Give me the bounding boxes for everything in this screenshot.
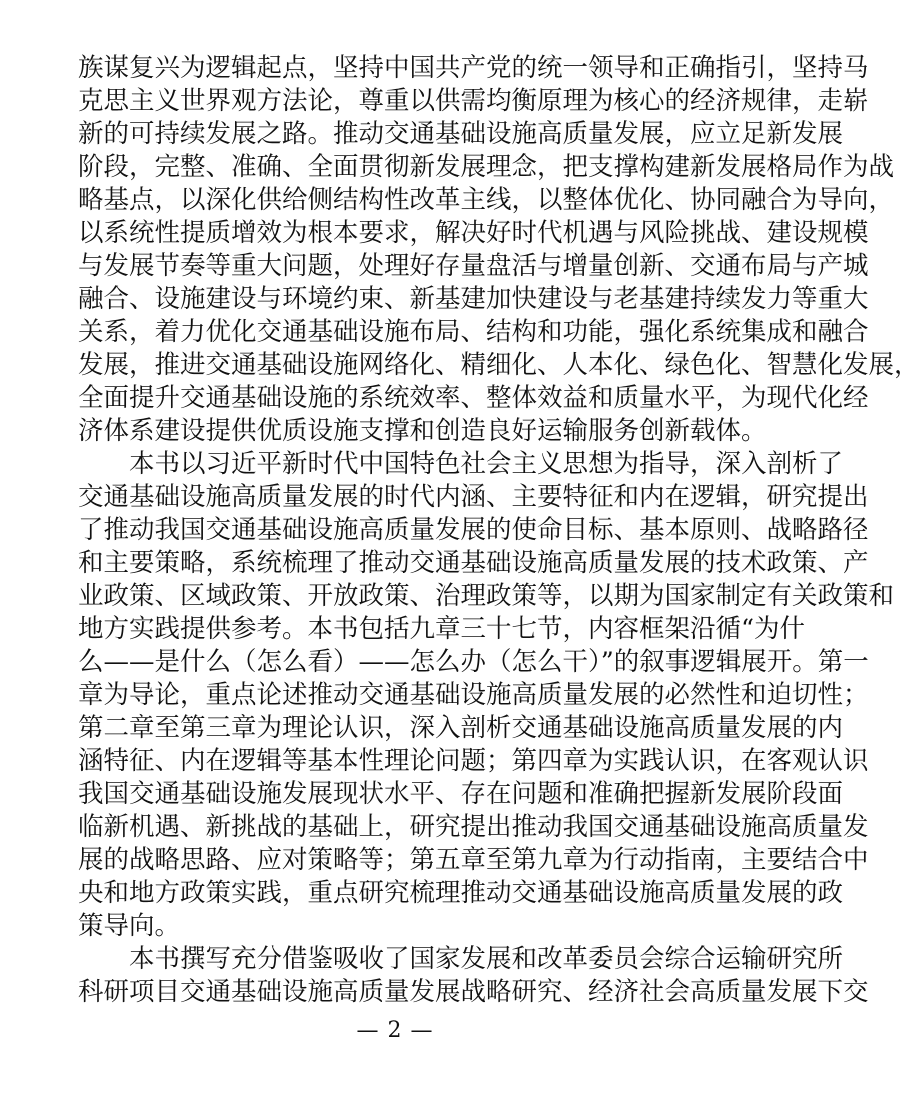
text-line: 和主要策略，系统梳理了推动交通基础设施高质量发展的技术政策、产 (78, 548, 869, 578)
text-line: 济体系建设提供优质设施支撑和创造良好运输服务创新载体。 (78, 416, 767, 446)
text-line: 展的战略思路、应对策略等；第五章至第九章为行动指南，主要结合中 (78, 845, 869, 875)
text-line: 发展，推进交通基础设施网络化、精细化、人本化、绿色化、智慧化发展， (78, 350, 920, 380)
text-line: 与发展节奏等重大问题，处理好存量盘活与增量创新、交通布局与产城 (78, 251, 869, 281)
text-line: 章为导论，重点论述推动交通基础设施高质量发展的必然性和迫切性； (78, 680, 869, 710)
text-line: 新的可持续发展之路。推动交通基础设施高质量发展，应立足新发展 (78, 119, 844, 149)
text-line: 阶段，完整、准确、全面贯彻新发展理念，把支撑构建新发展格局作为战 (78, 152, 895, 182)
text-line: 全面提升交通基础设施的系统效率、整体效益和质量水平，为现代化经 (78, 383, 869, 413)
text-line: 交通基础设施高质量发展的时代内涵、主要特征和内在逻辑，研究提出 (78, 482, 869, 512)
text-line: 策导向。 (78, 911, 181, 941)
text-line: 略基点，以深化供给侧结构性改革主线，以整体优化、协同融合为导向， (78, 185, 895, 215)
text-line: 关系，着力优化交通基础设施布局、结构和功能，强化系统集成和融合 (78, 317, 869, 347)
page-number: — 2 — (356, 1018, 434, 1043)
text-line: 族谋复兴为逻辑起点，坚持中国共产党的统一领导和正确指引，坚持马 (78, 53, 869, 83)
text-line: 我国交通基础设施发展现状水平、存在问题和准确把握新发展阶段面 (78, 779, 844, 809)
text-line: 地方实践提供参考。本书包括九章三十七节，内容框架沿循“为什 (78, 614, 806, 644)
text-line: 涵特征、内在逻辑等基本性理论问题；第四章为实践认识，在客观认识 (78, 746, 869, 776)
body-text (78, 52, 920, 1009)
text-line: 业政策、区域政策、开放政策、治理政策等，以期为国家制定有关政策和 (78, 581, 895, 611)
text-line: 融合、设施建设与环境约束、新基建加快建设与老基建持续发力等重大 (78, 284, 869, 314)
text-line: 临新机遇、新挑战的基础上，研究提出推动我国交通基础设施高质量发 (78, 812, 869, 842)
text-line: 了推动我国交通基础设施高质量发展的使命目标、基本原则、战略路径 (78, 515, 869, 545)
text-line: 以系统性提质增效为根本要求，解决好时代机遇与风险挑战、建设规模 (78, 218, 869, 248)
text-line: 科研项目交通基础设施高质量发展战略研究、经济社会高质量发展下交 (78, 977, 869, 1007)
text-line: 克思主义世界观方法论，尊重以供需均衡原理为核心的经济规律，走崭 (78, 86, 869, 116)
text-line: 央和地方政策实践，重点研究梳理推动交通基础设施高质量发展的政 (78, 878, 844, 908)
text-line: 本书撰写充分借鉴吸收了国家发展和改革委员会综合运输研究所 (129, 944, 844, 974)
text-line: 第二章至第三章为理论认识，深入剖析交通基础设施高质量发展的内 (78, 713, 844, 743)
text-line: 本书以习近平新时代中国特色社会主义思想为指导，深入剖析了 (129, 449, 844, 479)
text-line: 么——是什么（怎么看）——怎么办（怎么干）”的叙事逻辑展开。第一 (78, 647, 869, 677)
